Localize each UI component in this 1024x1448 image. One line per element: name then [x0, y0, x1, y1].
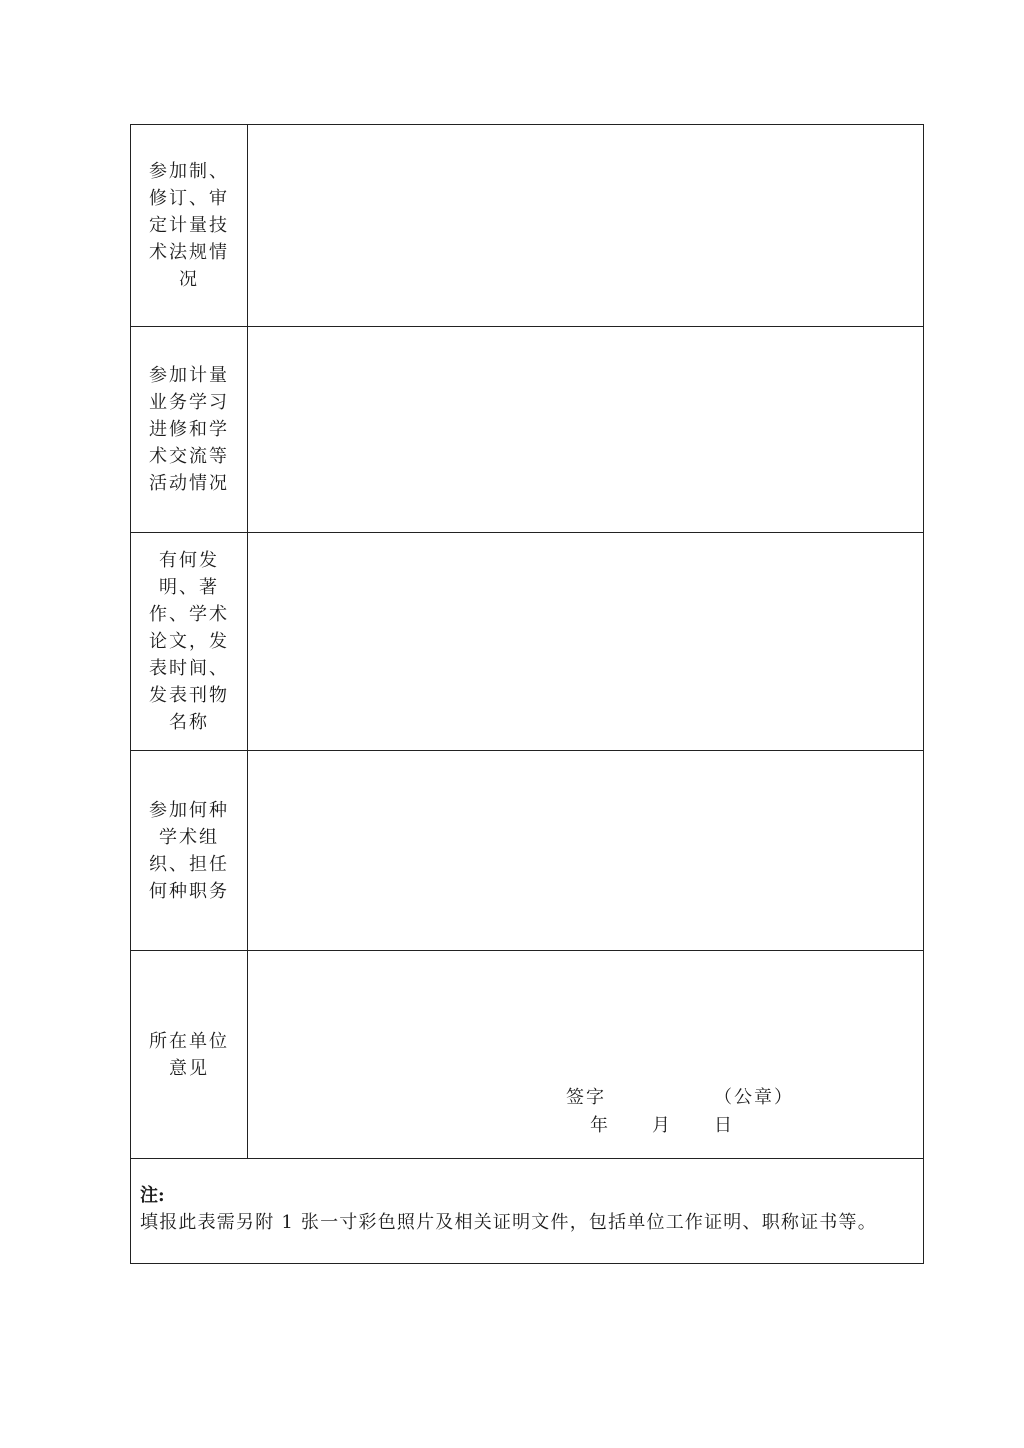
content-field-regulations[interactable] [248, 125, 924, 327]
row-label-unit-opinion: 所在单位意见 [149, 1030, 229, 1079]
date-line [590, 1111, 732, 1137]
content-field-training[interactable] [248, 327, 924, 533]
form-row-unit-opinion [131, 951, 924, 1159]
form-row-note [131, 1159, 924, 1264]
row-label-cell [131, 327, 248, 533]
note-cell [131, 1159, 924, 1264]
day-label: 日 [714, 1115, 732, 1136]
content-field-organizations[interactable] [248, 751, 924, 951]
year-label: 年 [590, 1115, 608, 1136]
form-row-regulations [131, 125, 924, 327]
month-label: 月 [652, 1115, 670, 1136]
note-title: 注: [140, 1185, 165, 1206]
row-label-cell [131, 951, 248, 1159]
seal-label: （公章） [714, 1087, 794, 1108]
form-row-publications [131, 533, 924, 751]
row-label-organizations: 参加何种学术组织、担任何种职务 [149, 799, 229, 902]
row-label-cell [131, 533, 248, 751]
note-text: 填报此表需另附 1 张一寸彩色照片及相关证明文件，包括单位工作证明、职称证书等。 [140, 1212, 877, 1233]
content-field-unit-opinion[interactable] [248, 951, 924, 1159]
row-label-cell [131, 125, 248, 327]
content-field-publications[interactable] [248, 533, 924, 751]
row-label-regulations: 参加制、修订、审定计量技术法规情况 [149, 161, 229, 290]
row-label-cell [131, 751, 248, 951]
form-row-organizations [131, 751, 924, 951]
form-row-training [131, 327, 924, 533]
signature-label: 签字 [566, 1087, 606, 1108]
application-form-table [130, 124, 924, 1264]
row-label-publications: 有何发明、著作、学术论文，发表时间、发表刊物名称 [149, 550, 229, 733]
signature-line [566, 1083, 794, 1109]
row-label-training: 参加计量业务学习进修和学术交流等活动情况 [149, 365, 229, 494]
